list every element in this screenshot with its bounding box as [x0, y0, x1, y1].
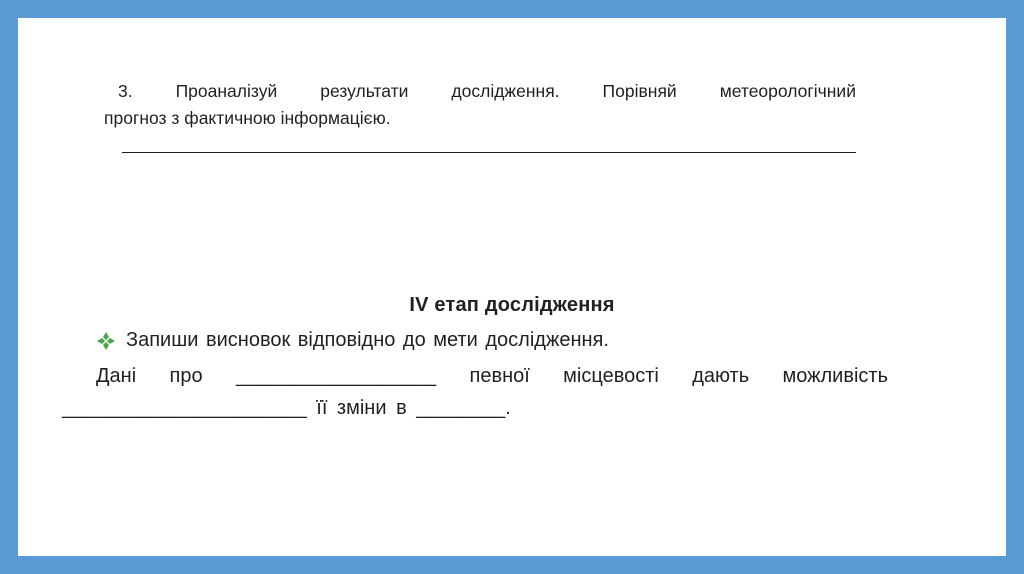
- task-3-text: [104, 78, 856, 132]
- fill-in-line-1: Дані про __________________ певної місцевості дають можливість: [96, 365, 888, 387]
- worksheet-page: [18, 18, 1006, 556]
- instruction-line: [96, 326, 609, 354]
- task-3-line-2: прогноз з фактичною інформацією.: [104, 108, 391, 128]
- fill-in-paragraph: [62, 360, 888, 424]
- green-diamond-bullet-icon: [96, 331, 116, 351]
- fill-in-line-2: ______________________ її зміни в ________.: [62, 397, 511, 419]
- stage-heading: IV етап дослідження: [409, 294, 615, 316]
- instruction-text: Запиши висновок відповідно до мети дослідження.: [126, 329, 609, 351]
- task-3-line-1: 3. Проаналізуй результати дослідження. Порівняй метеорологічний: [118, 81, 856, 101]
- answer-blank-line[interactable]: [122, 152, 856, 153]
